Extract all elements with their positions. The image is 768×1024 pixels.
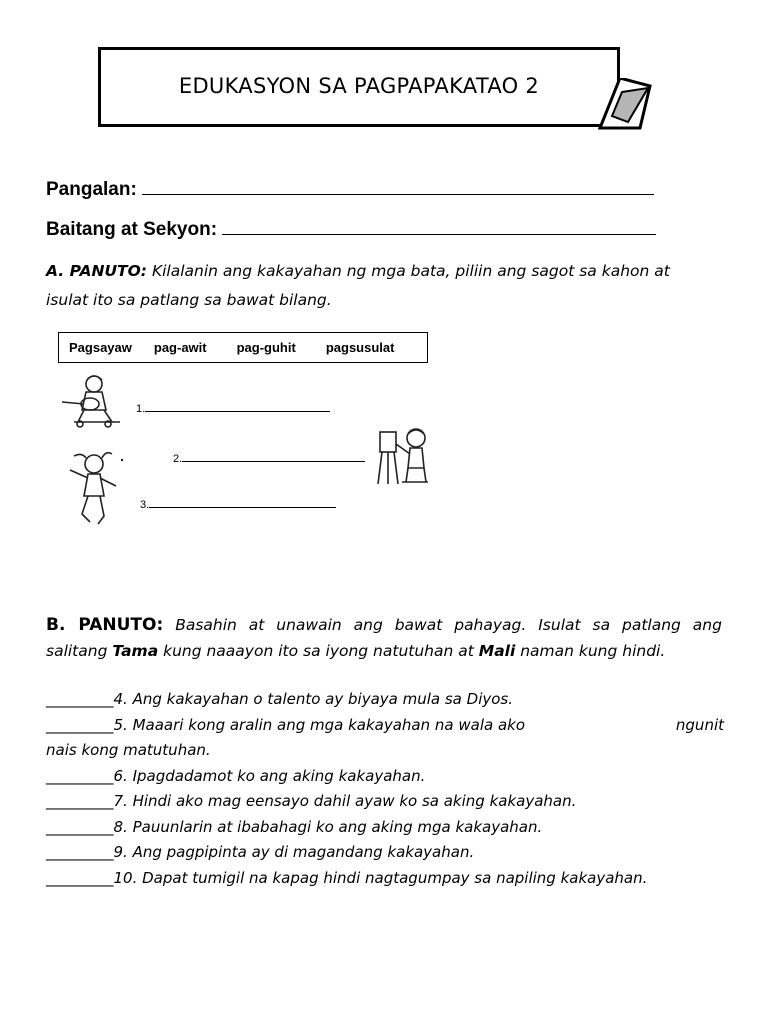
- part-b-instruction: [46, 612, 722, 664]
- part-b-text-2: salitang: [46, 642, 113, 660]
- blank-line-6[interactable]: _________: [46, 766, 114, 785]
- tama-word: Tama: [112, 642, 159, 660]
- statement-item-5: [46, 713, 724, 739]
- answer-row-1: [136, 403, 330, 415]
- blank-line-5[interactable]: _________: [46, 715, 114, 734]
- blank-line-7[interactable]: _________: [46, 792, 114, 810]
- part-a-instruction: [46, 257, 726, 315]
- choices-box: [58, 332, 428, 363]
- section-label: Baitang at Sekyon:: [46, 219, 218, 240]
- item-number-3: 3.: [140, 499, 150, 511]
- blank-line-9[interactable]: _________: [46, 843, 114, 861]
- answer-row-2: [173, 453, 365, 465]
- statement-text-8: 8. Pauunlarin at ibabahagi ko ang aking mga kakayahan.: [113, 817, 543, 836]
- answer-line-3[interactable]: [149, 507, 336, 508]
- part-b-heading: B. PANUTO:: [46, 615, 164, 635]
- name-field-row: [46, 179, 654, 201]
- child-painting-icon: [372, 424, 434, 488]
- statement-text-6: 6. Ipagdadamot ko ang aking kakayahan.: [113, 766, 426, 785]
- item-number-1: 1.: [136, 403, 146, 415]
- page-title: EDUKASYON SA PAGPAPAKATAO 2: [178, 74, 540, 98]
- statement-text-4: 4. Ang kakayahan o talento ay biyaya mula sa Diyos.: [113, 690, 513, 708]
- part-a-text-2: isulat ito sa patlang sa bawat bilang.: [46, 291, 332, 309]
- name-line[interactable]: [142, 194, 654, 195]
- statement-item-9: [46, 840, 724, 866]
- answer-line-2[interactable]: [182, 461, 365, 462]
- statement-text-7: 7. Hindi ako mag eensayo dahil ayaw ko sa aking kakayahan.: [113, 792, 577, 810]
- part-b-text-4: naman kung hindi.: [515, 642, 666, 660]
- statement-item-8: [46, 815, 724, 841]
- statement-text-9: 9. Ang pagpipinta ay di magandang kakayahan.: [113, 843, 475, 861]
- answer-line-1[interactable]: [145, 411, 330, 412]
- statement-text-5: 5. Maaari kong aralin ang mga kakayahan na wala ako: [113, 715, 526, 734]
- blank-line-10[interactable]: _________: [46, 868, 114, 887]
- statement-item-4: [46, 687, 724, 713]
- answer-row-3: [140, 499, 336, 511]
- child-playing-guitar-icon: [58, 372, 130, 428]
- choice-pagsusulat: pagsusulat: [325, 340, 395, 355]
- part-a-text-1: Kilalanin ang kakayahan ng mga bata, piliin ang sagot sa kahon at: [151, 262, 670, 280]
- blank-line-4[interactable]: _________: [46, 690, 114, 708]
- child-dancing-icon: [62, 450, 126, 528]
- statement-item-7: [46, 789, 724, 815]
- part-a-heading: A. PANUTO:: [46, 262, 148, 280]
- part-b-text-3: kung naaayon ito sa iyong natutuhan at: [158, 642, 479, 660]
- blank-line-8[interactable]: _________: [46, 817, 114, 836]
- part-b-items: [46, 687, 724, 891]
- part-b-text-1: Basahin at unawain ang bawat pahayag. Isulat sa patlang ang: [175, 616, 722, 634]
- item-number-2: 2.: [173, 453, 183, 465]
- statement-item-6: [46, 764, 724, 790]
- statement-text-5-cont: nais kong matutuhan.: [46, 741, 211, 759]
- choice-pag-awit: pag-awit: [153, 340, 207, 355]
- section-field-row: [46, 219, 656, 241]
- statement-item-10: [46, 866, 724, 892]
- choice-pagsayaw: Pagsayaw: [69, 340, 132, 355]
- section-line[interactable]: [222, 234, 656, 235]
- mali-word: Mali: [478, 642, 516, 660]
- statement-text-5-tail: ngunit: [675, 715, 724, 734]
- choice-pag-guhit: pag-guhit: [236, 340, 296, 355]
- statement-text-10: 10. Dapat tumigil na kapag hindi nagtagumpay sa napiling kakayahan.: [113, 868, 648, 887]
- name-label: Pangalan:: [46, 179, 137, 200]
